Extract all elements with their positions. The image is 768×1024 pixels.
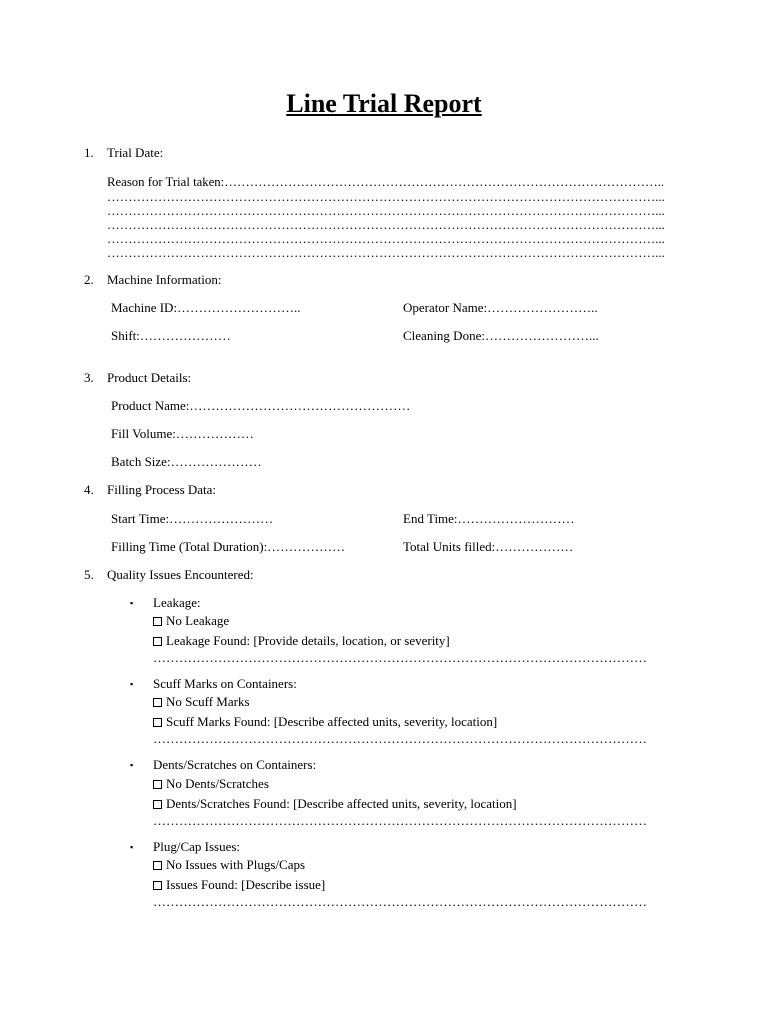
trial-date-label: Trial Date: (107, 145, 164, 160)
filling-process-label: Filling Process Data: (107, 482, 217, 497)
reason-line: …………………………………………………………………………………………………………………... (107, 246, 665, 260)
machine-id-field: Machine ID:……………………….. (111, 300, 301, 315)
total-units-field: Total Units filled:……………… (403, 539, 574, 554)
end-time-field: End Time:……………………… (403, 511, 575, 526)
reason-line: …………………………………………………………………………………………………………………... (107, 232, 665, 246)
option-label: Issues Found: [Describe issue] (166, 877, 326, 892)
bullet-icon: ▪ (130, 679, 134, 689)
leakage-heading: Leakage: (153, 595, 201, 610)
bullet-icon: ▪ (130, 598, 134, 608)
reason-line: …………………………………………………………………………………………………………………... (107, 190, 665, 204)
checkbox-icon[interactable] (153, 800, 162, 809)
filling-time-field: Filling Time (Total Duration):……………… (111, 539, 346, 554)
plug-cap-details-line: …………………………………………………………………………………………………… (153, 894, 647, 909)
product-name-field: Product Name:…………………………………………… (111, 398, 411, 413)
checkbox-icon[interactable] (153, 637, 162, 646)
option-label: No Issues with Plugs/Caps (166, 857, 306, 872)
dents-scratches-heading: Dents/Scratches on Containers: (153, 757, 317, 772)
product-details-label: Product Details: (107, 370, 192, 385)
plug-cap-heading: Plug/Cap Issues: (153, 839, 241, 854)
section-3-number: 3. (84, 370, 94, 385)
shift-field: Shift:………………… (111, 328, 231, 343)
start-time-field: Start Time:…………………… (111, 511, 274, 526)
checkbox-icon[interactable] (153, 718, 162, 727)
fill-volume-field: Fill Volume:……………… (111, 426, 254, 441)
batch-size-field: Batch Size:………………… (111, 454, 262, 469)
reason-for-trial-field: Reason for Trial taken:………………………………………………………………………………………….. (107, 175, 665, 189)
option-label: No Scuff Marks (166, 694, 250, 709)
dents-scratches-details-line: …………………………………………………………………………………………………… (153, 813, 647, 828)
option-label: Scuff Marks Found: [Describe affected units, severity, location] (166, 714, 498, 729)
section-2-number: 2. (84, 272, 94, 287)
reason-line: …………………………………………………………………………………………………………………... (107, 204, 665, 218)
option-label: No Dents/Scratches (166, 776, 269, 791)
section-1-number: 1. (84, 145, 94, 160)
option-label: Dents/Scratches Found: [Describe affected units, severity, location] (166, 796, 517, 811)
plug-cap-issues-found-option[interactable] (153, 877, 325, 893)
checkbox-icon[interactable] (153, 861, 162, 870)
checkbox-icon[interactable] (153, 617, 162, 626)
no-scuff-marks-option[interactable] (153, 694, 250, 710)
machine-information-label: Machine Information: (107, 272, 222, 287)
section-5-number: 5. (84, 567, 94, 582)
reason-line: …………………………………………………………………………………………………………………... (107, 218, 665, 232)
operator-name-field: Operator Name:…………………….. (403, 300, 598, 315)
cleaning-done-field: Cleaning Done:……………………... (403, 328, 599, 343)
option-label: Leakage Found: [Provide details, location, or severity] (166, 633, 450, 648)
bullet-icon: ▪ (130, 842, 134, 852)
scuff-marks-heading: Scuff Marks on Containers: (153, 676, 297, 691)
no-dents-scratches-option[interactable] (153, 776, 269, 792)
checkbox-icon[interactable] (153, 698, 162, 707)
leakage-details-line: …………………………………………………………………………………………………… (153, 650, 647, 665)
option-label: No Leakage (166, 613, 230, 628)
section-4-number: 4. (84, 482, 94, 497)
scuff-marks-details-line: …………………………………………………………………………………………………… (153, 731, 647, 746)
scuff-marks-found-option[interactable] (153, 714, 497, 730)
no-leakage-option[interactable] (153, 613, 229, 629)
quality-issues-label: Quality Issues Encountered: (107, 567, 254, 582)
checkbox-icon[interactable] (153, 881, 162, 890)
bullet-icon: ▪ (130, 760, 134, 770)
leakage-found-option[interactable] (153, 633, 450, 649)
no-plug-cap-issues-option[interactable] (153, 857, 305, 873)
page-title: Line Trial Report (286, 89, 482, 118)
dents-scratches-found-option[interactable] (153, 796, 517, 812)
checkbox-icon[interactable] (153, 780, 162, 789)
